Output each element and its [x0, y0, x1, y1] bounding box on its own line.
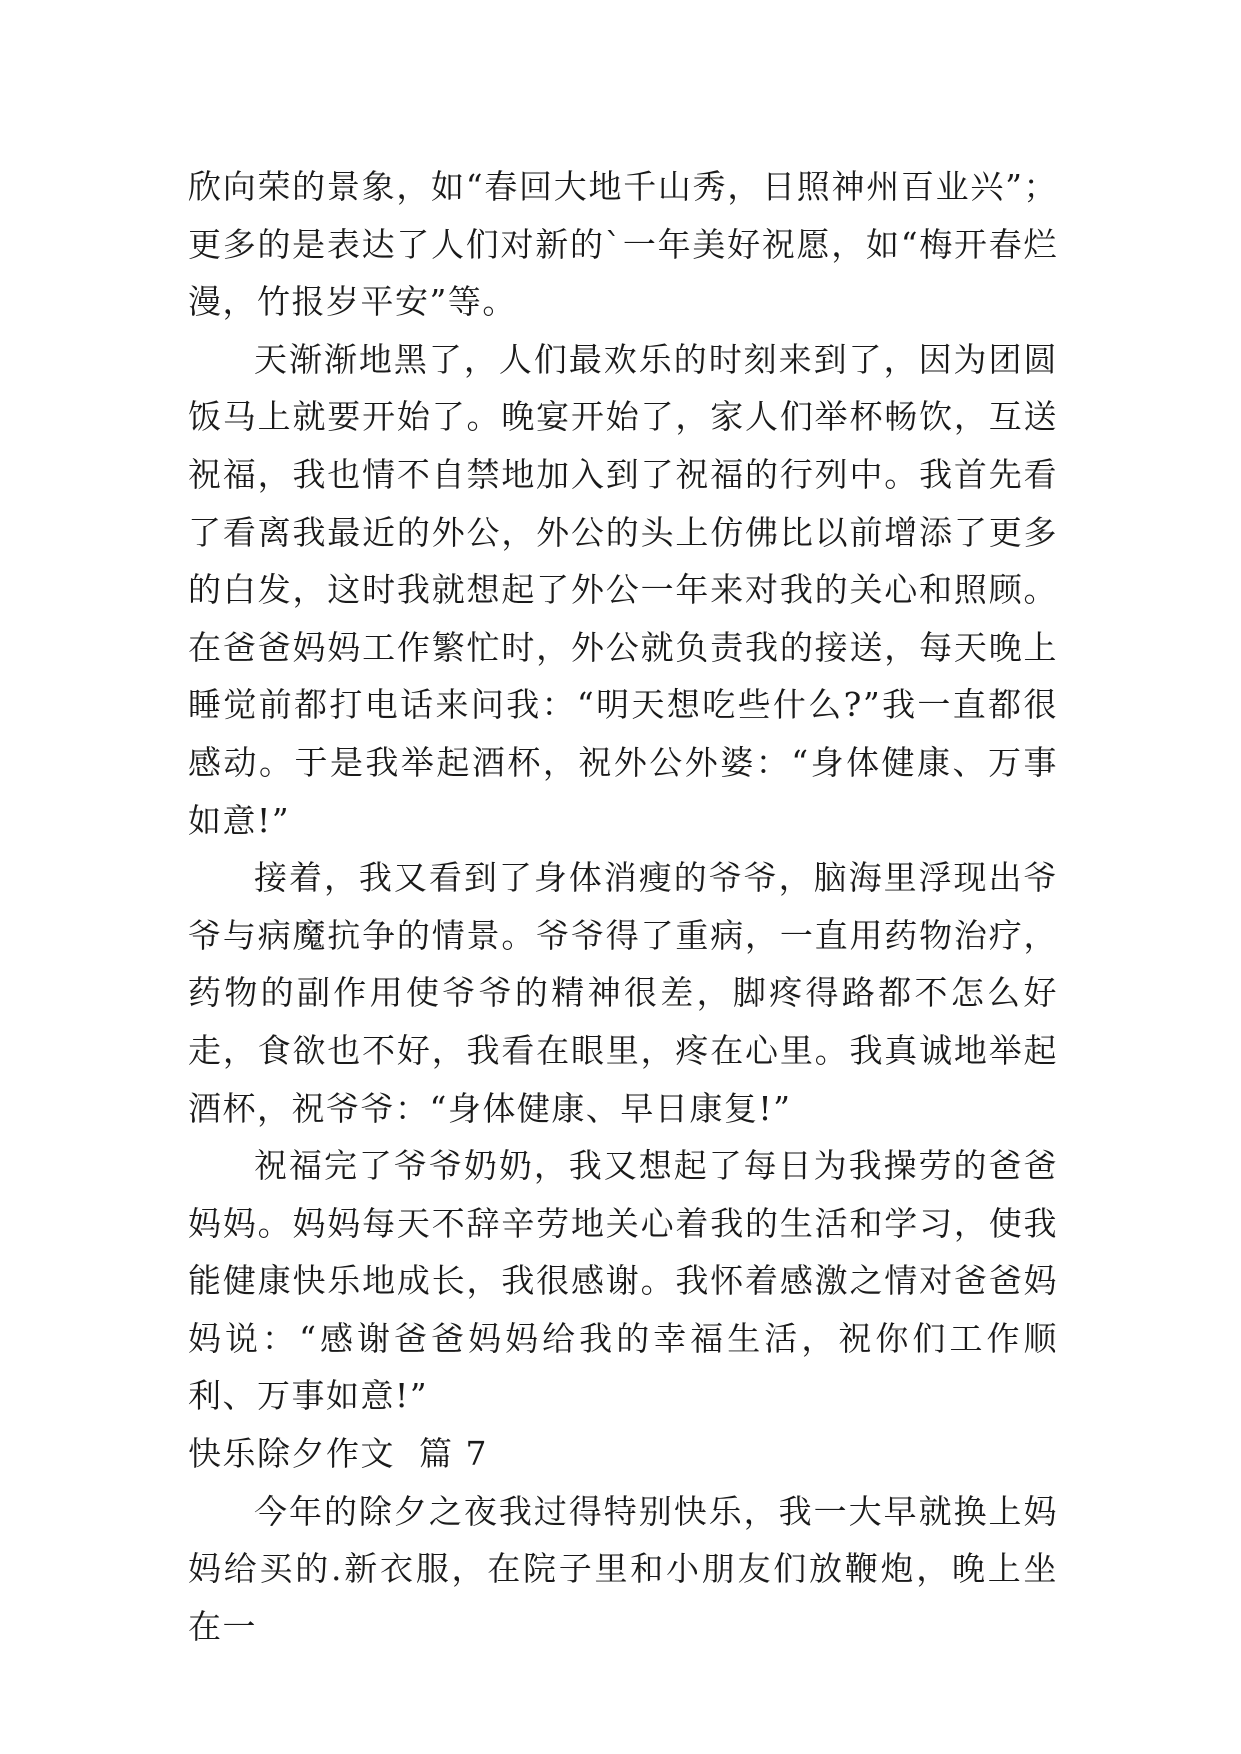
- paragraph-1: 欣向荣的景象，如“春回大地千山秀，日照神州百业兴”；更多的是表达了人们对新的`一年美好祝愿，如“梅开春烂漫，竹报岁平安”等。: [188, 167, 1058, 322]
- document-page: [188, 158, 1058, 1655]
- section-heading: 快乐除夕作文 篇 7: [188, 1434, 488, 1474]
- paragraph-3: 接着，我又看到了身体消瘦的爷爷，脑海里浮现出爷爷与病魔抗争的情景。爷爷得了重病，一直用药物治疗，药物的副作用使爷爷的精神很差，脚疼得路都不怎么好走，食欲也不好，我看在眼里，疼在心里。我真诚地举起酒杯，祝爷爷：“身体健康、早日康复!”: [188, 858, 1058, 1128]
- paragraph-5: 今年的除夕之夜我过得特别快乐，我一大早就换上妈妈给买的.新衣服，在院子里和小朋友们放鞭炮，晚上坐在一: [188, 1491, 1058, 1646]
- paragraph-2: 天渐渐地黑了，人们最欢乐的时刻来到了，因为团圆饭马上就要开始了。晚宴开始了，家人们举杯畅饮，互送祝福，我也情不自禁地加入到了祝福的行列中。我首先看了看离我最近的外公，外公的头上仿佛比以前增添了更多的白发，这时我就想起了外公一年来对我的关心和照顾。在爸爸妈妈工作繁忙时，外公就负责我的接送，每天晚上睡觉前都打电话来问我：“明天想吃些什么?”我一直都很感动。于是我举起酒杯，祝外公外婆：“身体健康、万事如意!”: [188, 339, 1058, 840]
- paragraph-4: 祝福完了爷爷奶奶，我又想起了每日为我操劳的爸爸妈妈。妈妈每天不辞辛劳地关心着我的生活和学习，使我能健康快乐地成长，我很感谢。我怀着感激之情对爸爸妈妈说：“感谢爸爸妈妈给我的幸福生活，祝你们工作顺利、万事如意!”: [188, 1146, 1058, 1416]
